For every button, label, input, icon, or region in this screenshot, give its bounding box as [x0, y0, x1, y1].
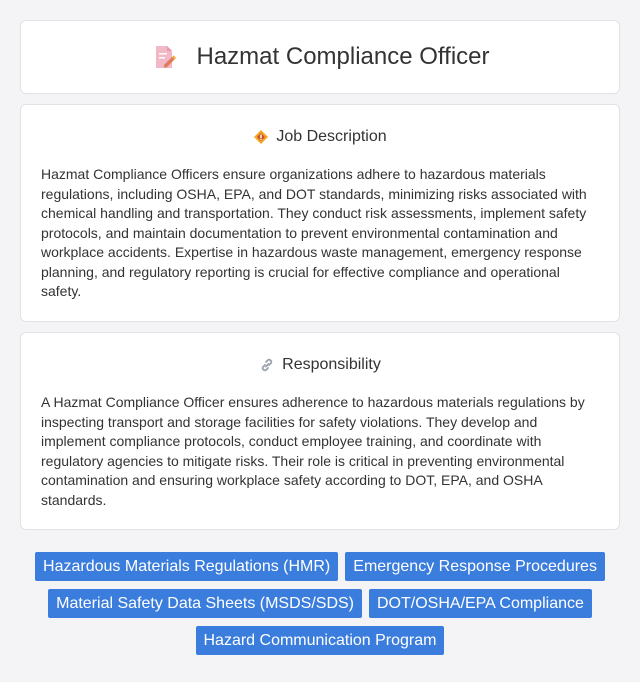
tag-hazard-communication[interactable]: Hazard Communication Program: [196, 626, 445, 655]
responsibility-text: A Hazmat Compliance Officer ensures adherence to hazardous materials regulations by inspecting transport and storage facilities for safety violations. They develop and implement compliance protocols, conduct employee training, and coordinate with regulatory agencies to mitigate risks. Their role is critical in preventing environmental contamination and ensuring workplace safety according to DOT, EPA, and OSHA standards.: [41, 394, 585, 508]
responsibility-heading-text: Responsibility: [282, 356, 381, 373]
diamond-warning-icon: [253, 129, 269, 145]
responsibility-heading: [41, 355, 599, 375]
job-description-heading: [41, 127, 599, 147]
tag-msds-sds[interactable]: Material Safety Data Sheets (MSDS/SDS): [48, 589, 362, 618]
skill-tags: [20, 552, 620, 655]
page-title: [151, 43, 490, 71]
job-description-text: Hazmat Compliance Officers ensure organizations adhere to hazardous materials regulations, including OSHA, EPA, and DOT standards, minimizing risks associated with chemical handling and transportation. They conduct risk assessments, implement safety protocols, and maintain documentation to prevent environmental contamination and workplace accidents. Expertise in hazardous waste management, emergency response planning, and regulatory reporting is crucial for effective compliance and operational safety.: [41, 166, 587, 299]
job-description-card: [20, 104, 620, 322]
job-description-heading-text: Job Description: [276, 128, 387, 145]
tag-emergency-response[interactable]: Emergency Response Procedures: [345, 552, 605, 581]
tag-hmr[interactable]: Hazardous Materials Regulations (HMR): [35, 552, 338, 581]
title-text: Hazmat Compliance Officer: [196, 43, 490, 70]
document-pen-icon: [151, 44, 177, 70]
link-icon: [259, 357, 275, 373]
title-card: [20, 20, 620, 94]
responsibility-card: [20, 332, 620, 530]
tag-dot-osha-epa[interactable]: DOT/OSHA/EPA Compliance: [369, 589, 592, 618]
